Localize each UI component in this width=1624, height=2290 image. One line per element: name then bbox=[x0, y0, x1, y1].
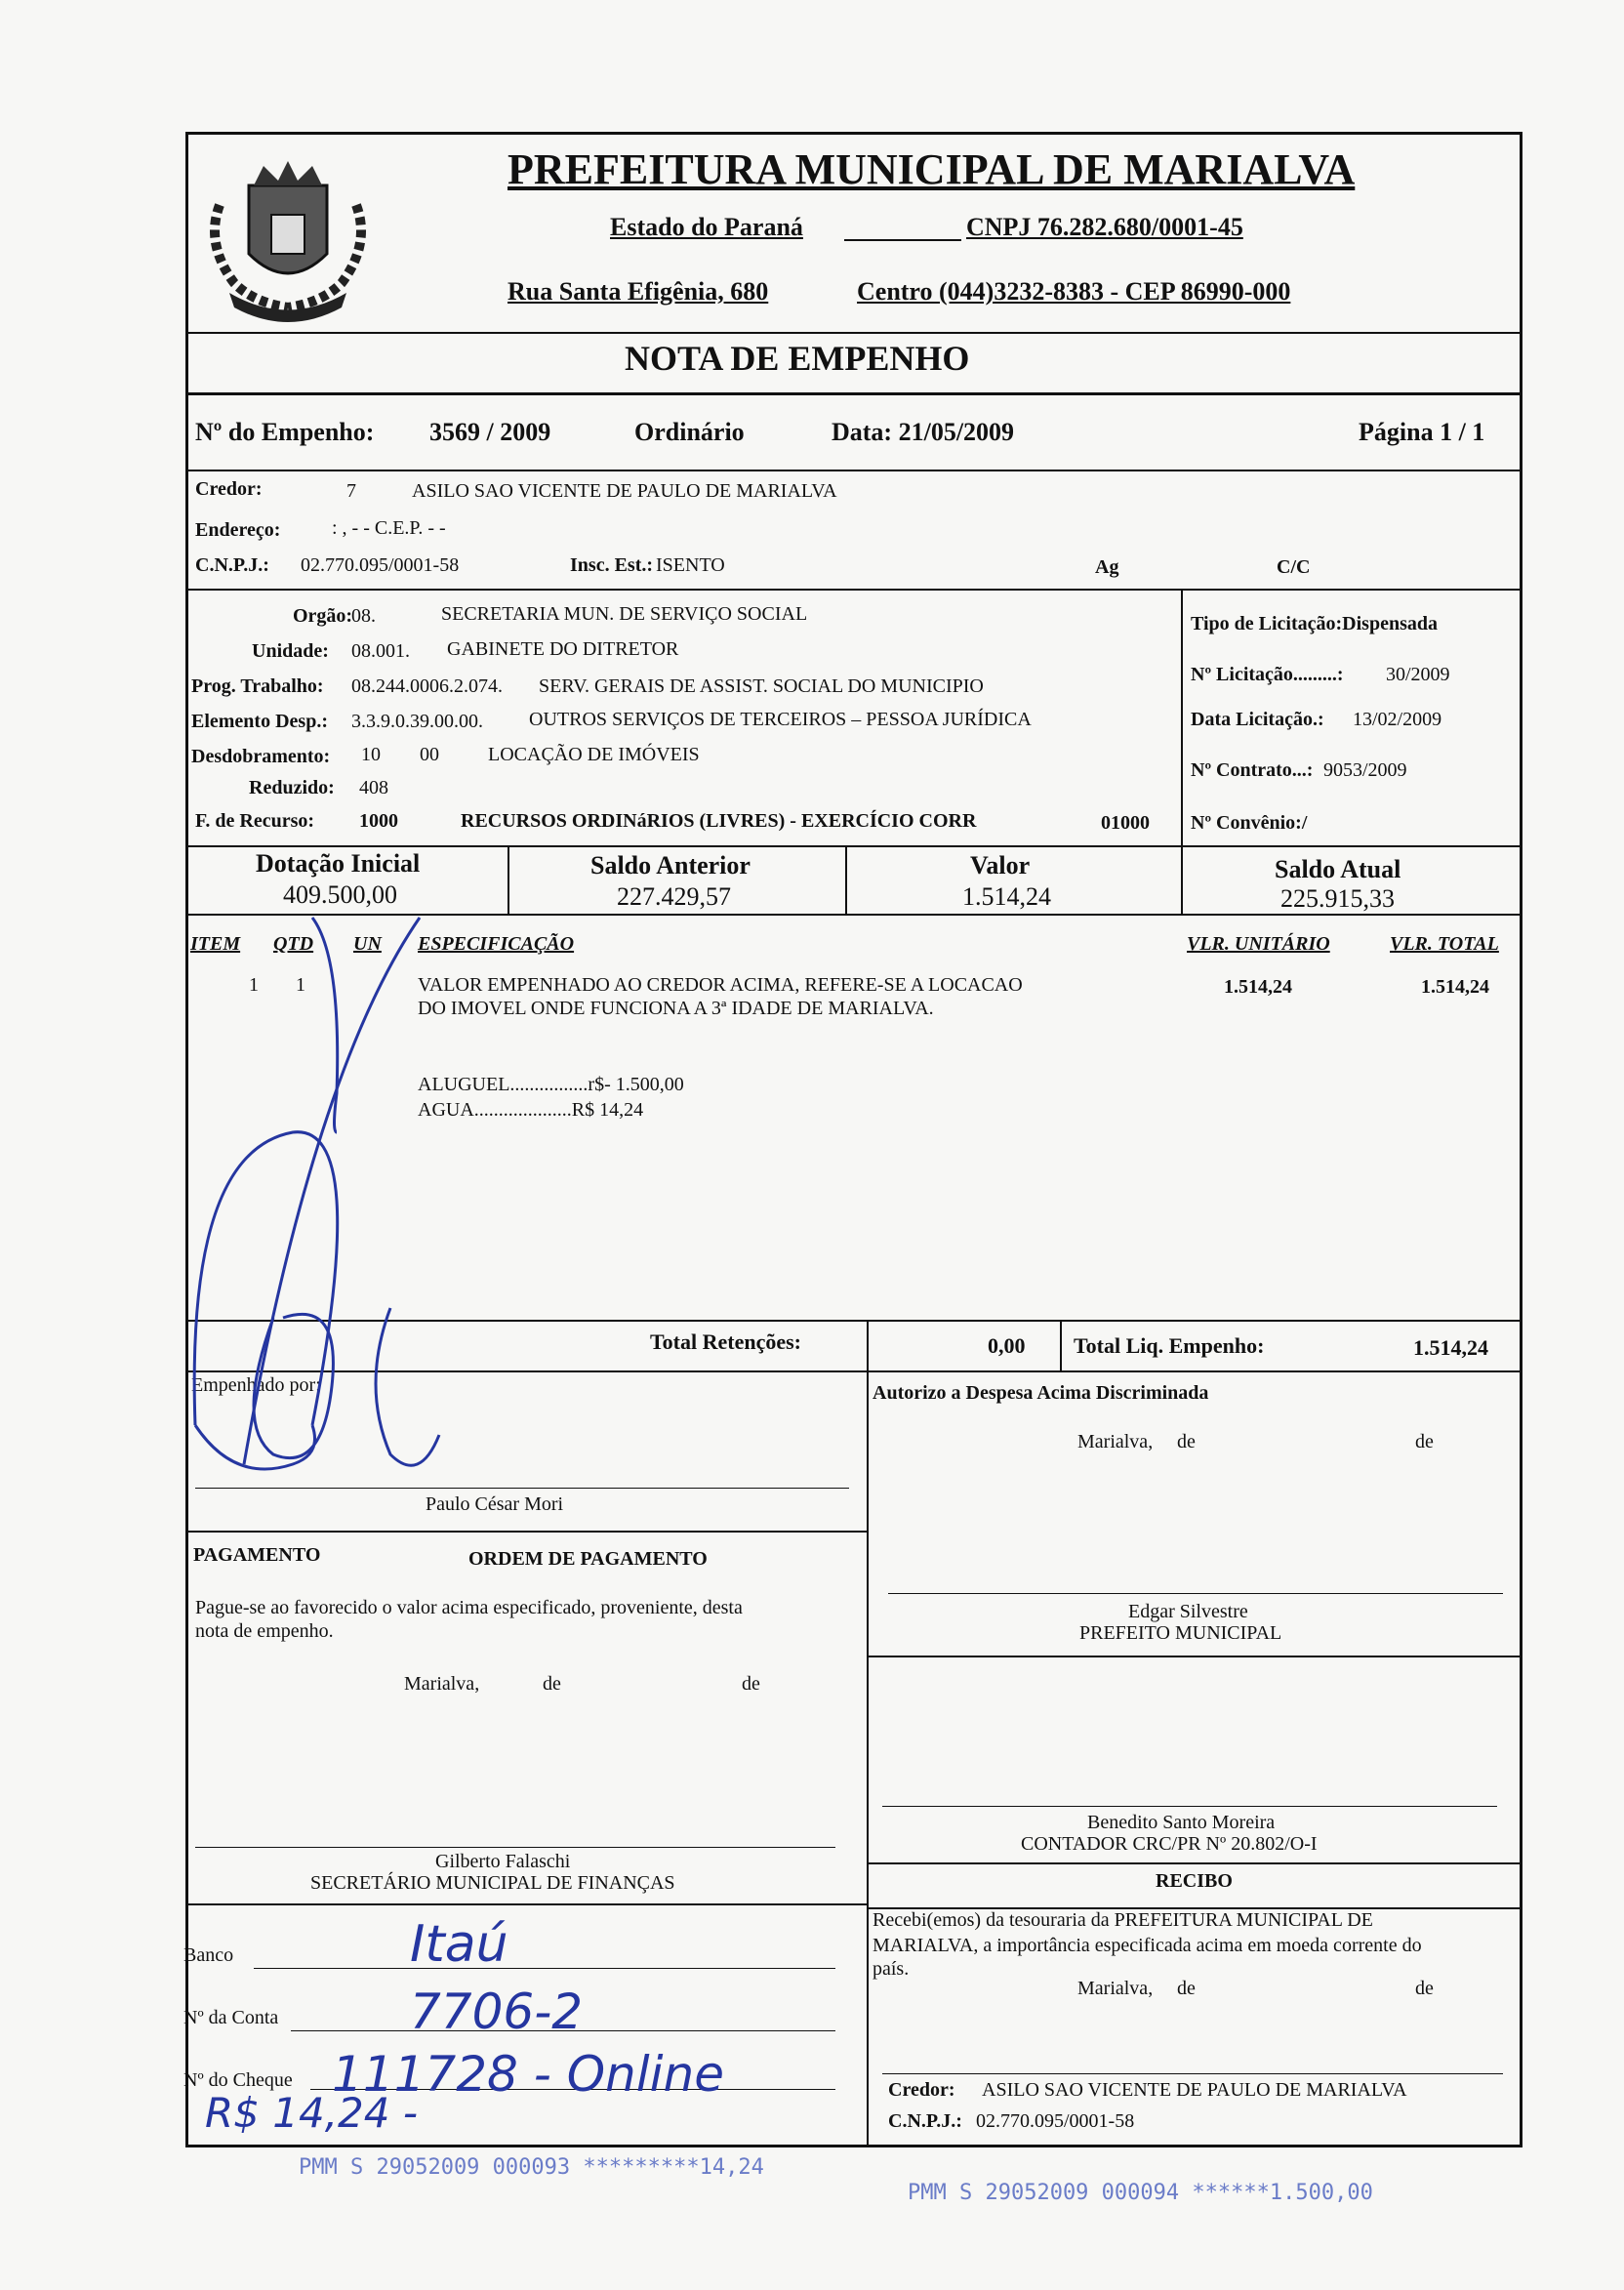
reduzido-value: 408 bbox=[359, 777, 388, 798]
detail-aluguel: ALUGUEL................r$- 1.500,00 bbox=[418, 1074, 684, 1095]
col-especificacao: ESPECIFICAÇÃO bbox=[418, 933, 575, 955]
pagamento-de-2: de bbox=[742, 1673, 760, 1695]
banco-value[interactable]: Itaú bbox=[410, 1915, 508, 1974]
valor-manuscrito: R$ 14,24 - bbox=[205, 2089, 418, 2137]
col-un: UN bbox=[353, 933, 382, 955]
address-label: Rua Santa Efigênia, 680 bbox=[508, 277, 769, 306]
empenho-type: Ordinário bbox=[634, 418, 745, 446]
stamp-line2: PMM S 29052009 000094 ******1.500,00 bbox=[908, 2181, 1373, 2205]
reduzido-label: Reduzido: bbox=[249, 777, 335, 798]
item-spec-line1: VALOR EMPENHADO AO CREDOR ACIMA, REFERE-SE A LOCACAO bbox=[418, 974, 1023, 996]
recurso-label: F. de Recurso: bbox=[195, 810, 315, 832]
recibo-de-1: de bbox=[1177, 1978, 1196, 1999]
recurso-value: RECURSOS ORDINáRIOS (LIVRES) - EXERCÍCIO CORR bbox=[461, 810, 977, 832]
empenhado-por-name: Paulo César Mori bbox=[426, 1493, 564, 1515]
recibo-label: RECIBO bbox=[1156, 1870, 1233, 1892]
item-unit-value: 1.514,24 bbox=[1224, 976, 1292, 998]
prog-label: Prog. Trabalho: bbox=[191, 675, 324, 697]
contador-name: Benedito Santo Moreira bbox=[1087, 1812, 1276, 1833]
endereco-value: : , - - C.E.P. - - bbox=[332, 517, 446, 539]
elemento-value: OUTROS SERVIÇOS DE TERCEIROS – PESSOA JURÍDICA bbox=[529, 709, 1032, 730]
recibo-credor-name: ASILO SAO VICENTE DE PAULO DE MARIALVA bbox=[982, 2079, 1407, 2101]
secretario-name: Gilberto Falaschi bbox=[435, 1851, 571, 1872]
prefeito-name: Edgar Silvestre bbox=[1128, 1601, 1248, 1622]
unidade-code: 08.001. bbox=[351, 640, 410, 662]
recurso-end: 01000 bbox=[1101, 812, 1150, 834]
dotacao-label: Dotação Inicial bbox=[256, 849, 421, 878]
desdobramento-value: LOCAÇÃO DE IMÓVEIS bbox=[488, 744, 700, 765]
prefeito-cargo: PREFEITO MUNICIPAL bbox=[1079, 1622, 1282, 1644]
credor-cnpj-label: C.N.P.J.: bbox=[195, 554, 269, 576]
item-total-value: 1.514,24 bbox=[1421, 976, 1489, 998]
ag-label: Ag bbox=[1095, 556, 1119, 578]
credor-code: 7 bbox=[346, 480, 356, 502]
col-vlr-unitario: VLR. UNITÁRIO bbox=[1187, 933, 1330, 955]
licitacao-date-label: Data Licitação.: bbox=[1191, 709, 1324, 730]
item-number: 1 bbox=[249, 974, 259, 996]
stamp-line1: PMM S 29052009 000093 *********14,24 bbox=[299, 2155, 764, 2180]
cheque-label: Nº do Cheque bbox=[183, 2069, 293, 2091]
orgao-value: SECRETARIA MUN. DE SERVIÇO SOCIAL bbox=[441, 603, 808, 625]
liquido-label: Total Liq. Empenho: bbox=[1074, 1333, 1265, 1358]
pagamento-text-line1: Pague-se ao favorecido o valor acima especificado, proveniente, desta bbox=[195, 1597, 743, 1618]
unidade-label: Unidade: bbox=[252, 640, 329, 662]
valor-value: 1.514,24 bbox=[962, 882, 1051, 911]
desdobramento-b: 00 bbox=[420, 744, 439, 765]
licitacao-number-label: Nº Licitação.........: bbox=[1191, 664, 1344, 685]
credor-label: Credor: bbox=[195, 478, 263, 500]
convenio-label: Nº Convênio:/ bbox=[1191, 812, 1308, 834]
contact-label: Centro (044)3232-8383 - CEP 86990-000 bbox=[857, 277, 1291, 306]
empenhado-por-label: Empenhado por: bbox=[191, 1374, 321, 1396]
item-qtd: 1 bbox=[296, 974, 305, 996]
recibo-marialva: Marialva, bbox=[1077, 1978, 1154, 1999]
cnpj-label: CNPJ 76.282.680/0001-45 bbox=[966, 213, 1243, 241]
col-vlr-total: VLR. TOTAL bbox=[1390, 933, 1499, 955]
licitacao-number: 30/2009 bbox=[1386, 664, 1450, 685]
retencoes-label: Total Retenções: bbox=[650, 1329, 801, 1354]
orgao-label: Orgão: bbox=[293, 605, 353, 627]
tipo-licitacao: Tipo de Licitação:Dispensada bbox=[1191, 613, 1438, 634]
orgao-code: 08. bbox=[351, 605, 376, 627]
recibo-cnpj: 02.770.095/0001-58 bbox=[976, 2110, 1135, 2132]
insc-value: ISENTO bbox=[656, 554, 725, 576]
credor-name: ASILO SAO VICENTE DE PAULO DE MARIALVA bbox=[412, 480, 837, 502]
detail-agua: AGUA....................R$ 14,24 bbox=[418, 1099, 644, 1121]
saldo-atual-label: Saldo Atual bbox=[1275, 855, 1401, 883]
saldo-anterior-value: 227.429,57 bbox=[617, 882, 731, 911]
empenho-date: Data: 21/05/2009 bbox=[832, 418, 1015, 446]
liquido-value: 1.514,24 bbox=[1413, 1335, 1488, 1360]
recibo-text-line1: Recebi(emos) da tesouraria da PREFEITURA MUNICIPAL DE bbox=[873, 1909, 1373, 1931]
insc-label: Insc. Est.: bbox=[570, 554, 654, 576]
desdobramento-label: Desdobramento: bbox=[191, 746, 331, 767]
valor-label: Valor bbox=[970, 851, 1031, 879]
cc-label: C/C bbox=[1277, 556, 1311, 578]
contrato-value: 9053/2009 bbox=[1323, 759, 1407, 781]
recibo-text-line2: MARIALVA, a importância especificada acima em moeda corrente do bbox=[873, 1935, 1422, 1956]
pagamento-text-line2: nota de empenho. bbox=[195, 1620, 334, 1642]
col-item: ITEM bbox=[190, 933, 241, 955]
autorizo-de-1: de bbox=[1177, 1431, 1196, 1452]
autorizo-marialva: Marialva, bbox=[1077, 1431, 1154, 1452]
document-title: NOTA DE EMPENHO bbox=[625, 339, 970, 378]
recibo-de-2: de bbox=[1415, 1978, 1434, 1999]
contrato-label: Nº Contrato...: bbox=[1191, 759, 1314, 781]
pagamento-label: PAGAMENTO bbox=[193, 1544, 321, 1566]
recibo-text-line3: país. bbox=[873, 1958, 910, 1980]
autorizo-de-2: de bbox=[1415, 1431, 1434, 1452]
banco-label: Banco bbox=[183, 1944, 234, 1966]
recibo-credor-label: Credor: bbox=[888, 2079, 955, 2101]
empenho-number: 3569 / 2009 bbox=[429, 418, 551, 446]
col-qtd: QTD bbox=[273, 933, 314, 955]
recurso-code: 1000 bbox=[359, 810, 398, 832]
crest-icon bbox=[195, 146, 381, 332]
conta-label: Nº da Conta bbox=[183, 2007, 279, 2028]
saldo-atual-value: 225.915,33 bbox=[1280, 884, 1395, 913]
page-number: Página 1 / 1 bbox=[1359, 418, 1485, 446]
licitacao-date: 13/02/2009 bbox=[1353, 709, 1442, 730]
elemento-label: Elemento Desp.: bbox=[191, 711, 328, 732]
prog-value: SERV. GERAIS DE ASSIST. SOCIAL DO MUNICIPIO bbox=[539, 675, 984, 697]
saldo-anterior-label: Saldo Anterior bbox=[590, 851, 751, 879]
retencoes-value: 0,00 bbox=[988, 1333, 1026, 1358]
empenho-number-label: Nº do Empenho: bbox=[195, 418, 375, 446]
pagamento-marialva: Marialva, bbox=[404, 1673, 480, 1695]
pagamento-de-1: de bbox=[543, 1673, 561, 1695]
ordem-pagamento-label: ORDEM DE PAGAMENTO bbox=[468, 1548, 708, 1570]
prog-code: 08.244.0006.2.074. bbox=[351, 675, 503, 697]
endereco-label: Endereço: bbox=[195, 519, 281, 541]
unidade-value: GABINETE DO DITRETOR bbox=[447, 638, 679, 660]
state-label: Estado do Paraná bbox=[610, 213, 803, 241]
cheque-value[interactable]: 111728 - Online bbox=[332, 2046, 724, 2103]
secretario-cargo: SECRETÁRIO MUNICIPAL DE FINANÇAS bbox=[310, 1872, 675, 1894]
recibo-cnpj-label: C.N.P.J.: bbox=[888, 2110, 962, 2132]
item-spec-line2: DO IMOVEL ONDE FUNCIONA A 3ª IDADE DE MARIALVA. bbox=[418, 998, 934, 1019]
desdobramento-a: 10 bbox=[361, 744, 381, 765]
autorizo-label: Autorizo a Despesa Acima Discriminada bbox=[873, 1382, 1209, 1404]
elemento-code: 3.3.9.0.39.00.00. bbox=[351, 711, 483, 732]
signature-drawing bbox=[176, 879, 508, 1503]
conta-value[interactable]: 7706-2 bbox=[410, 1983, 584, 2040]
credor-cnpj: 02.770.095/0001-58 bbox=[301, 554, 460, 576]
page-title: PREFEITURA MUNICIPAL DE MARIALVA bbox=[508, 145, 1356, 193]
dotacao-value: 409.500,00 bbox=[283, 880, 397, 909]
contador-cargo: CONTADOR CRC/PR Nº 20.802/O-I bbox=[1021, 1833, 1318, 1855]
